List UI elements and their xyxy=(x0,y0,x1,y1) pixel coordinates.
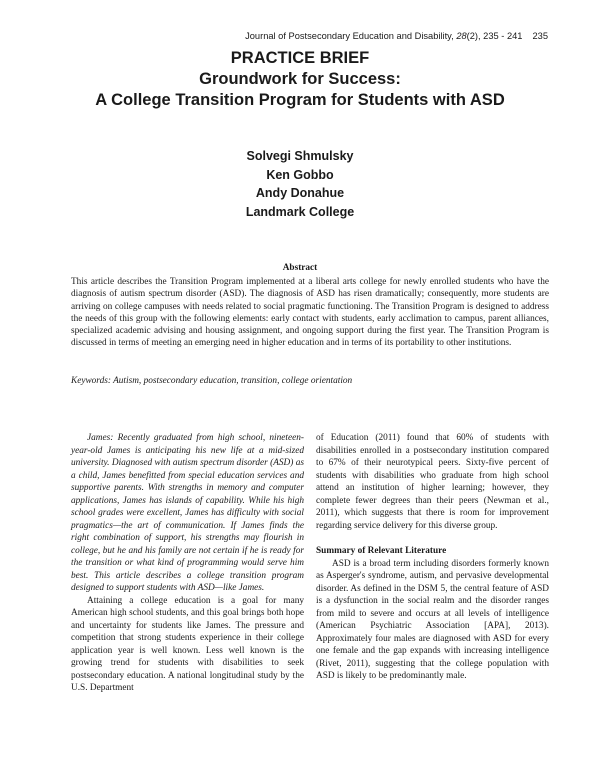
author-name: Ken Gobbo xyxy=(266,167,334,182)
running-header xyxy=(245,31,548,41)
intro-vignette: James: Recently graduated from high school, nineteen-year-old James is anticipating his new life at a mid-sized university. Diagnosed with autism spectrum disorder (ASD) as a child, James benefitted from special education services and supportive parents. With strengths in memory and computer applications, James has islands of capability. While his high school grades were excellent, James has difficulty with social pragmatics—the art of communication. If James finds the right combination of support, his strengths may flourish in college, but he and his family are not certain if he is ready for the transition or what kind of programming would serve him best. This article describes a college transition program designed to support students with ASD—like James. xyxy=(71,433,304,593)
body-column-left xyxy=(71,432,304,695)
section-heading: Summary of Relevant Literature xyxy=(316,546,447,556)
author-affiliation: Landmark College xyxy=(245,204,355,219)
author-name: Solvegi Shmulsky xyxy=(246,149,354,163)
abstract-text: This article describes the Transition Program implemented at a liberal arts college for newly enrolled students who have the diagnosis of autism spectrum disorder (ASD). The diagnosis of ASD has risen dramatically; consequently, more students are arriving on college campuses with needs related to social pragmatic functioning. The Transition Program is designed to address the needs of this group with the following elements: early contact with students, early acclimation to campus, parent alliances, specialized academic advising and housing assignment, and ongoing support during the first year. The Transition Program is discussed in terms of meeting an emerging need in higher education and in terms of its portability to other institutions. xyxy=(71,277,549,349)
journal-name: Journal of Postsecondary Education and Disability, xyxy=(245,31,457,41)
author-block xyxy=(0,147,600,221)
keywords: Keywords: Autism, postsecondary education, transition, college orientation xyxy=(71,376,353,386)
abstract-heading: Abstract xyxy=(282,263,318,273)
volume-number: 28 xyxy=(456,31,467,41)
title-subtitle: A College Transition Program for Students with ASD xyxy=(95,91,505,109)
body-paragraph: ASD is a broad term including disorders formerly known as Asperger's syndrome, autism, and pervasive developmental disorder. As defined in the DSM 5, the central feature of ASD is a dysfunction in the social realm and the disorder ranges from mild to severe and occurs at all levels of intelligence (American Psychiatric Association [APA], 2013). Approximately four males are diagnosed with ASD for every one female and the gap expands with increasing intelligence (Rivet, 2011), suggesting that the college population with ASD is likely to be predominantly male. xyxy=(316,558,549,681)
body-paragraph: Attaining a college education is a goal for many American high school students, and this goal brings both hope and uncertainty for students like James. The pressure and competition that strong students experience in their college application year is well known. Less well known is the growing trend for students with disabilities to seek postsecondary education. A national longitudinal study by the U.S. Department xyxy=(71,595,304,693)
body-paragraph: of Education (2011) found that 60% of students with disabilities enrolled in a postsecondary institution compared to 67% of their neurotypical peers. Sixty-five percent of students with disabilities who graduate from high school attend an institution of higher learning; however, they complete fewer degrees than their peers (Newman et al., 2011), which suggests that there is room for improvement regarding service delivery for this diverse group. xyxy=(316,433,549,531)
page-number: 235 xyxy=(532,31,548,41)
article-title xyxy=(0,48,600,111)
title-main: Groundwork for Success: xyxy=(199,70,401,88)
author-name: Andy Donahue xyxy=(255,186,345,200)
title-practice-brief: PRACTICE BRIEF xyxy=(230,49,370,67)
body-column-right xyxy=(316,432,549,683)
issue-pages: (2), 235 - 241 xyxy=(466,31,523,41)
